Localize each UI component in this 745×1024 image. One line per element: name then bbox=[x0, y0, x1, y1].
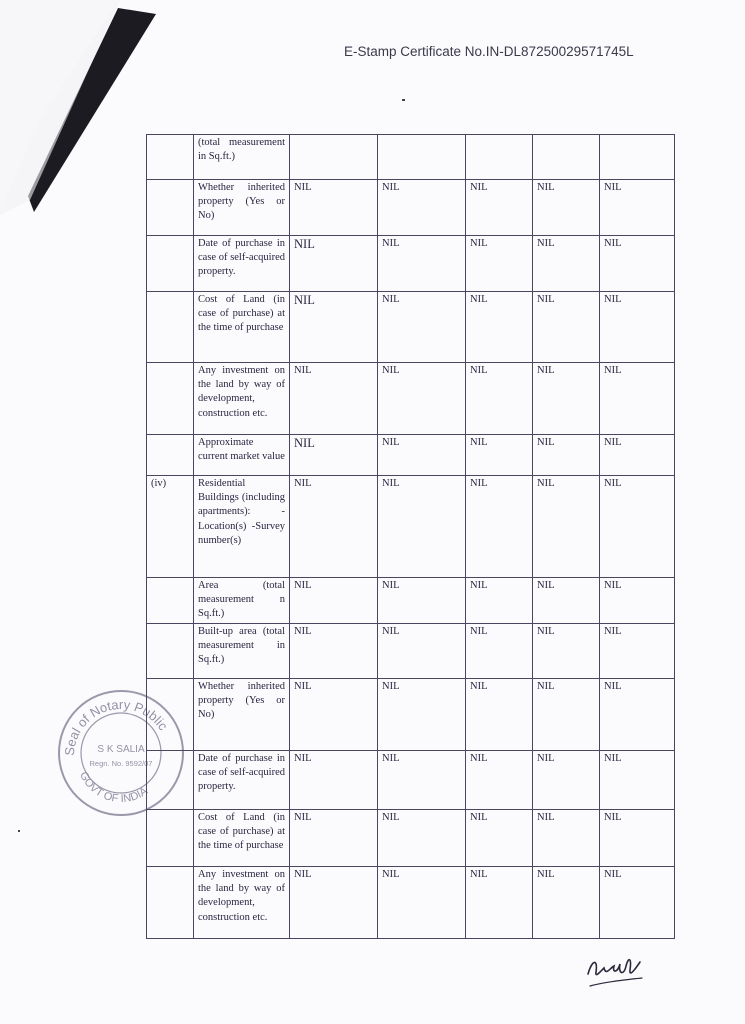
row-number-cell bbox=[147, 867, 194, 939]
seal-name: S K SALIA bbox=[97, 744, 145, 755]
value-cell: NIL bbox=[378, 751, 466, 810]
table-row bbox=[147, 363, 675, 435]
row-number-cell bbox=[147, 236, 194, 292]
value-cell: NIL bbox=[533, 751, 600, 810]
row-description-cell: Date of purchase in case of self-acquired property. bbox=[194, 236, 290, 292]
property-details-table bbox=[146, 134, 675, 939]
value-cell: NIL bbox=[290, 435, 378, 476]
value-cell: NIL bbox=[466, 751, 533, 810]
value-cell bbox=[290, 135, 378, 180]
value-cell: NIL bbox=[600, 236, 675, 292]
value-cell: NIL bbox=[600, 578, 675, 624]
table-row bbox=[147, 624, 675, 679]
value-cell: NIL bbox=[290, 180, 378, 236]
stamp-certificate-number: E-Stamp Certificate No.IN-DL87250029571745L bbox=[344, 44, 634, 59]
value-cell: NIL bbox=[290, 679, 378, 751]
value-cell: NIL bbox=[378, 292, 466, 363]
row-number-cell bbox=[147, 435, 194, 476]
row-description-cell: Built-up area (total measurement in Sq.ft.) bbox=[194, 624, 290, 679]
table-body bbox=[147, 135, 675, 939]
value-cell: NIL bbox=[600, 751, 675, 810]
value-cell: NIL bbox=[290, 236, 378, 292]
value-cell: NIL bbox=[600, 363, 675, 435]
value-cell: NIL bbox=[466, 624, 533, 679]
value-cell: NIL bbox=[290, 751, 378, 810]
value-cell: NIL bbox=[290, 578, 378, 624]
value-cell: NIL bbox=[533, 236, 600, 292]
value-cell: NIL bbox=[378, 624, 466, 679]
scan-speck bbox=[18, 830, 20, 832]
value-cell: NIL bbox=[290, 292, 378, 363]
table-row bbox=[147, 751, 675, 810]
value-cell: NIL bbox=[378, 236, 466, 292]
value-cell: NIL bbox=[290, 810, 378, 867]
seal-country-text: GOVT OF INDIA bbox=[77, 769, 150, 806]
row-description-cell: Whether inherited property (Yes or No) bbox=[194, 180, 290, 236]
svg-text:GOVT OF INDIA bbox=[77, 770, 150, 805]
value-cell: NIL bbox=[378, 180, 466, 236]
value-cell: NIL bbox=[466, 292, 533, 363]
value-cell: NIL bbox=[533, 292, 600, 363]
value-cell: NIL bbox=[600, 810, 675, 867]
row-description-cell: Approximate current market value bbox=[194, 435, 290, 476]
notary-seal bbox=[54, 686, 188, 820]
value-cell: NIL bbox=[466, 578, 533, 624]
value-cell bbox=[600, 135, 675, 180]
seal-reg-no: Regn. No. 9592/07 bbox=[89, 759, 153, 768]
value-cell: NIL bbox=[533, 810, 600, 867]
value-cell: NIL bbox=[378, 435, 466, 476]
row-description-cell: Any investment on the land by way of development, construction etc. bbox=[194, 867, 290, 939]
table-row bbox=[147, 236, 675, 292]
value-cell: NIL bbox=[600, 679, 675, 751]
signature bbox=[584, 948, 644, 992]
row-description-cell: Date of purchase in case of self-acquired property. bbox=[194, 751, 290, 810]
table-row bbox=[147, 476, 675, 578]
row-description-cell: Residential Buildings (including apartments): -Location(s) -Survey number(s) bbox=[194, 476, 290, 578]
value-cell: NIL bbox=[290, 624, 378, 679]
seal-outer-text: Seal of Notary Public bbox=[61, 696, 171, 757]
table-row bbox=[147, 679, 675, 751]
table-row bbox=[147, 867, 675, 939]
value-cell bbox=[378, 135, 466, 180]
value-cell: NIL bbox=[533, 180, 600, 236]
row-number-cell bbox=[147, 624, 194, 679]
value-cell: NIL bbox=[533, 624, 600, 679]
value-cell: NIL bbox=[378, 363, 466, 435]
value-cell: NIL bbox=[378, 810, 466, 867]
row-number-cell bbox=[147, 180, 194, 236]
value-cell: NIL bbox=[378, 476, 466, 578]
value-cell: NIL bbox=[600, 867, 675, 939]
value-cell: NIL bbox=[466, 180, 533, 236]
value-cell: NIL bbox=[600, 624, 675, 679]
row-number-cell bbox=[147, 292, 194, 363]
value-cell: NIL bbox=[533, 578, 600, 624]
folded-corner-shadow bbox=[0, 0, 160, 230]
value-cell: NIL bbox=[466, 867, 533, 939]
row-number-cell bbox=[147, 578, 194, 624]
scan-speck bbox=[402, 99, 405, 101]
table-row bbox=[147, 810, 675, 867]
value-cell: NIL bbox=[378, 679, 466, 751]
row-description-cell: Whether inherited property (Yes or No) bbox=[194, 679, 290, 751]
table-row bbox=[147, 135, 675, 180]
value-cell: NIL bbox=[290, 867, 378, 939]
value-cell: NIL bbox=[466, 476, 533, 578]
table-row bbox=[147, 578, 675, 624]
value-cell: NIL bbox=[466, 236, 533, 292]
value-cell: NIL bbox=[533, 679, 600, 751]
value-cell bbox=[533, 135, 600, 180]
row-number-cell bbox=[147, 363, 194, 435]
value-cell: NIL bbox=[378, 578, 466, 624]
value-cell: NIL bbox=[600, 435, 675, 476]
row-description-cell: Any investment on the land by way of development, construction etc. bbox=[194, 363, 290, 435]
row-number-cell: (iv) bbox=[147, 476, 194, 578]
value-cell: NIL bbox=[290, 476, 378, 578]
value-cell: NIL bbox=[533, 435, 600, 476]
value-cell: NIL bbox=[466, 810, 533, 867]
value-cell: NIL bbox=[600, 476, 675, 578]
row-description-cell: (total measurement in Sq.ft.) bbox=[194, 135, 290, 180]
row-number-cell bbox=[147, 135, 194, 180]
value-cell: NIL bbox=[466, 679, 533, 751]
table-row bbox=[147, 435, 675, 476]
value-cell: NIL bbox=[466, 435, 533, 476]
value-cell: NIL bbox=[600, 292, 675, 363]
row-description-cell: Cost of Land (in case of purchase) at the time of purchase bbox=[194, 292, 290, 363]
value-cell: NIL bbox=[533, 867, 600, 939]
value-cell: NIL bbox=[533, 363, 600, 435]
value-cell bbox=[466, 135, 533, 180]
table-row bbox=[147, 180, 675, 236]
value-cell: NIL bbox=[600, 180, 675, 236]
row-description-cell: Cost of Land (in case of purchase) at the time of purchase bbox=[194, 810, 290, 867]
table-row bbox=[147, 292, 675, 363]
value-cell: NIL bbox=[466, 363, 533, 435]
value-cell: NIL bbox=[290, 363, 378, 435]
row-description-cell: Area (total measurement n Sq.ft.) bbox=[194, 578, 290, 624]
value-cell: NIL bbox=[533, 476, 600, 578]
value-cell: NIL bbox=[378, 867, 466, 939]
